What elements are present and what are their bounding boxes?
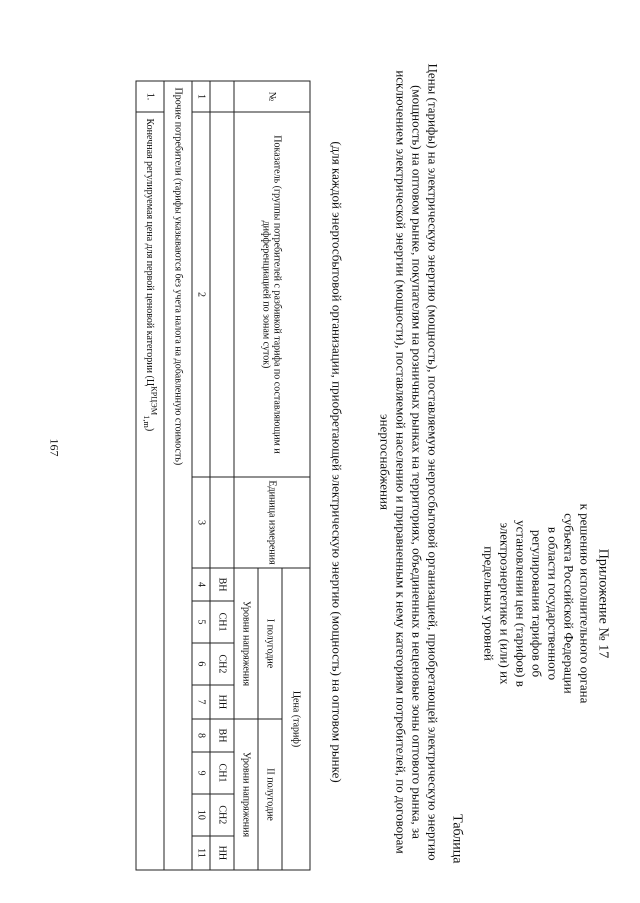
level-sn1: СН1: [210, 752, 234, 794]
level-sn2: СН2: [210, 793, 234, 835]
row-symbol-sup: КРЦЭМ: [148, 385, 158, 415]
appendix-line: установлении цен (тарифов) в: [513, 519, 528, 687]
header-voltage-1: Уровни напряжения: [234, 568, 258, 719]
header-voltage-2: Уровни напряжения: [234, 718, 258, 869]
header-indicator: Показатель (группы потребителей с разбивкой тарифа по составляющим и дифференциацией по зонам суток): [234, 112, 310, 477]
level-vn: ВН: [210, 718, 234, 751]
col-number: 3: [192, 477, 210, 568]
col-number: 4: [192, 568, 210, 601]
appendix-title: Приложение № 17: [595, 548, 610, 658]
row-label: [136, 112, 164, 870]
col-number: 5: [192, 601, 210, 643]
row-symbol-close: ): [143, 427, 155, 431]
col-number: 1: [192, 81, 210, 112]
level-nn: НН: [210, 684, 234, 718]
header-blank: [210, 81, 234, 112]
section-row: Прочие потребители (тарифы указываются без учета налога на добавленную стоимость): [164, 81, 192, 870]
col-number: 11: [192, 835, 210, 869]
level-nn: НН: [210, 835, 234, 869]
appendix-block: [480, 453, 610, 753]
col-number: 10: [192, 793, 210, 835]
table-label: Таблица: [449, 813, 464, 863]
col-number: 8: [192, 718, 210, 751]
header-no: №: [234, 81, 310, 112]
header-blank: [210, 112, 234, 477]
header-blank: [210, 477, 234, 568]
appendix-line: электроэнергетике и (или) их: [497, 521, 512, 685]
header-unit: Единица измерения: [234, 477, 310, 568]
col-number: 7: [192, 684, 210, 718]
row-number: 1.: [136, 81, 164, 112]
row-symbol-sub: 1,m: [141, 414, 151, 428]
col-number: 9: [192, 752, 210, 794]
col-number: 2: [192, 112, 210, 477]
row-label-text: Конечная регулируемая цена для первой ценовой категории: [143, 118, 155, 373]
appendix-line: к решению исполнительного органа: [577, 503, 592, 703]
appendix-line: регулирования тарифов об: [529, 529, 544, 677]
col-number: 6: [192, 642, 210, 684]
row-symbol: (Ц: [143, 375, 155, 386]
header-half1: I полугодие: [258, 568, 282, 719]
document-heading: Цены (тарифы) на электрическую энергию (мощность), поставляемую энергосбытовой организацией, приобретающей электрическую энергию (мощность) на оптовом рынке, покупателям на розничных рынках на территориях, объединенных в неценовые зоны оптового рынка, за исключением электрической энергии (мощности), поставляемой населению и приравненным к нему категориям потребителей, по договорам энергоснабжения: [377, 62, 440, 861]
appendix-line: в области государственного: [545, 526, 560, 680]
document-subheading: (для каждой энергосбытовой организации, приобретающей электрическую энергию (мощность) на оптовом рынке): [329, 140, 344, 783]
level-sn2: СН2: [210, 642, 234, 684]
appendix-line: субъекта Российской Федерации: [561, 512, 576, 694]
tariff-table: [135, 80, 310, 870]
header-price: Цена (тариф): [282, 568, 310, 870]
header-half2: II полугодие: [258, 718, 282, 869]
appendix-line: предельных уровней: [481, 545, 496, 661]
level-vn: ВН: [210, 568, 234, 601]
level-sn1: СН1: [210, 601, 234, 643]
page-number: 167: [47, 438, 62, 457]
